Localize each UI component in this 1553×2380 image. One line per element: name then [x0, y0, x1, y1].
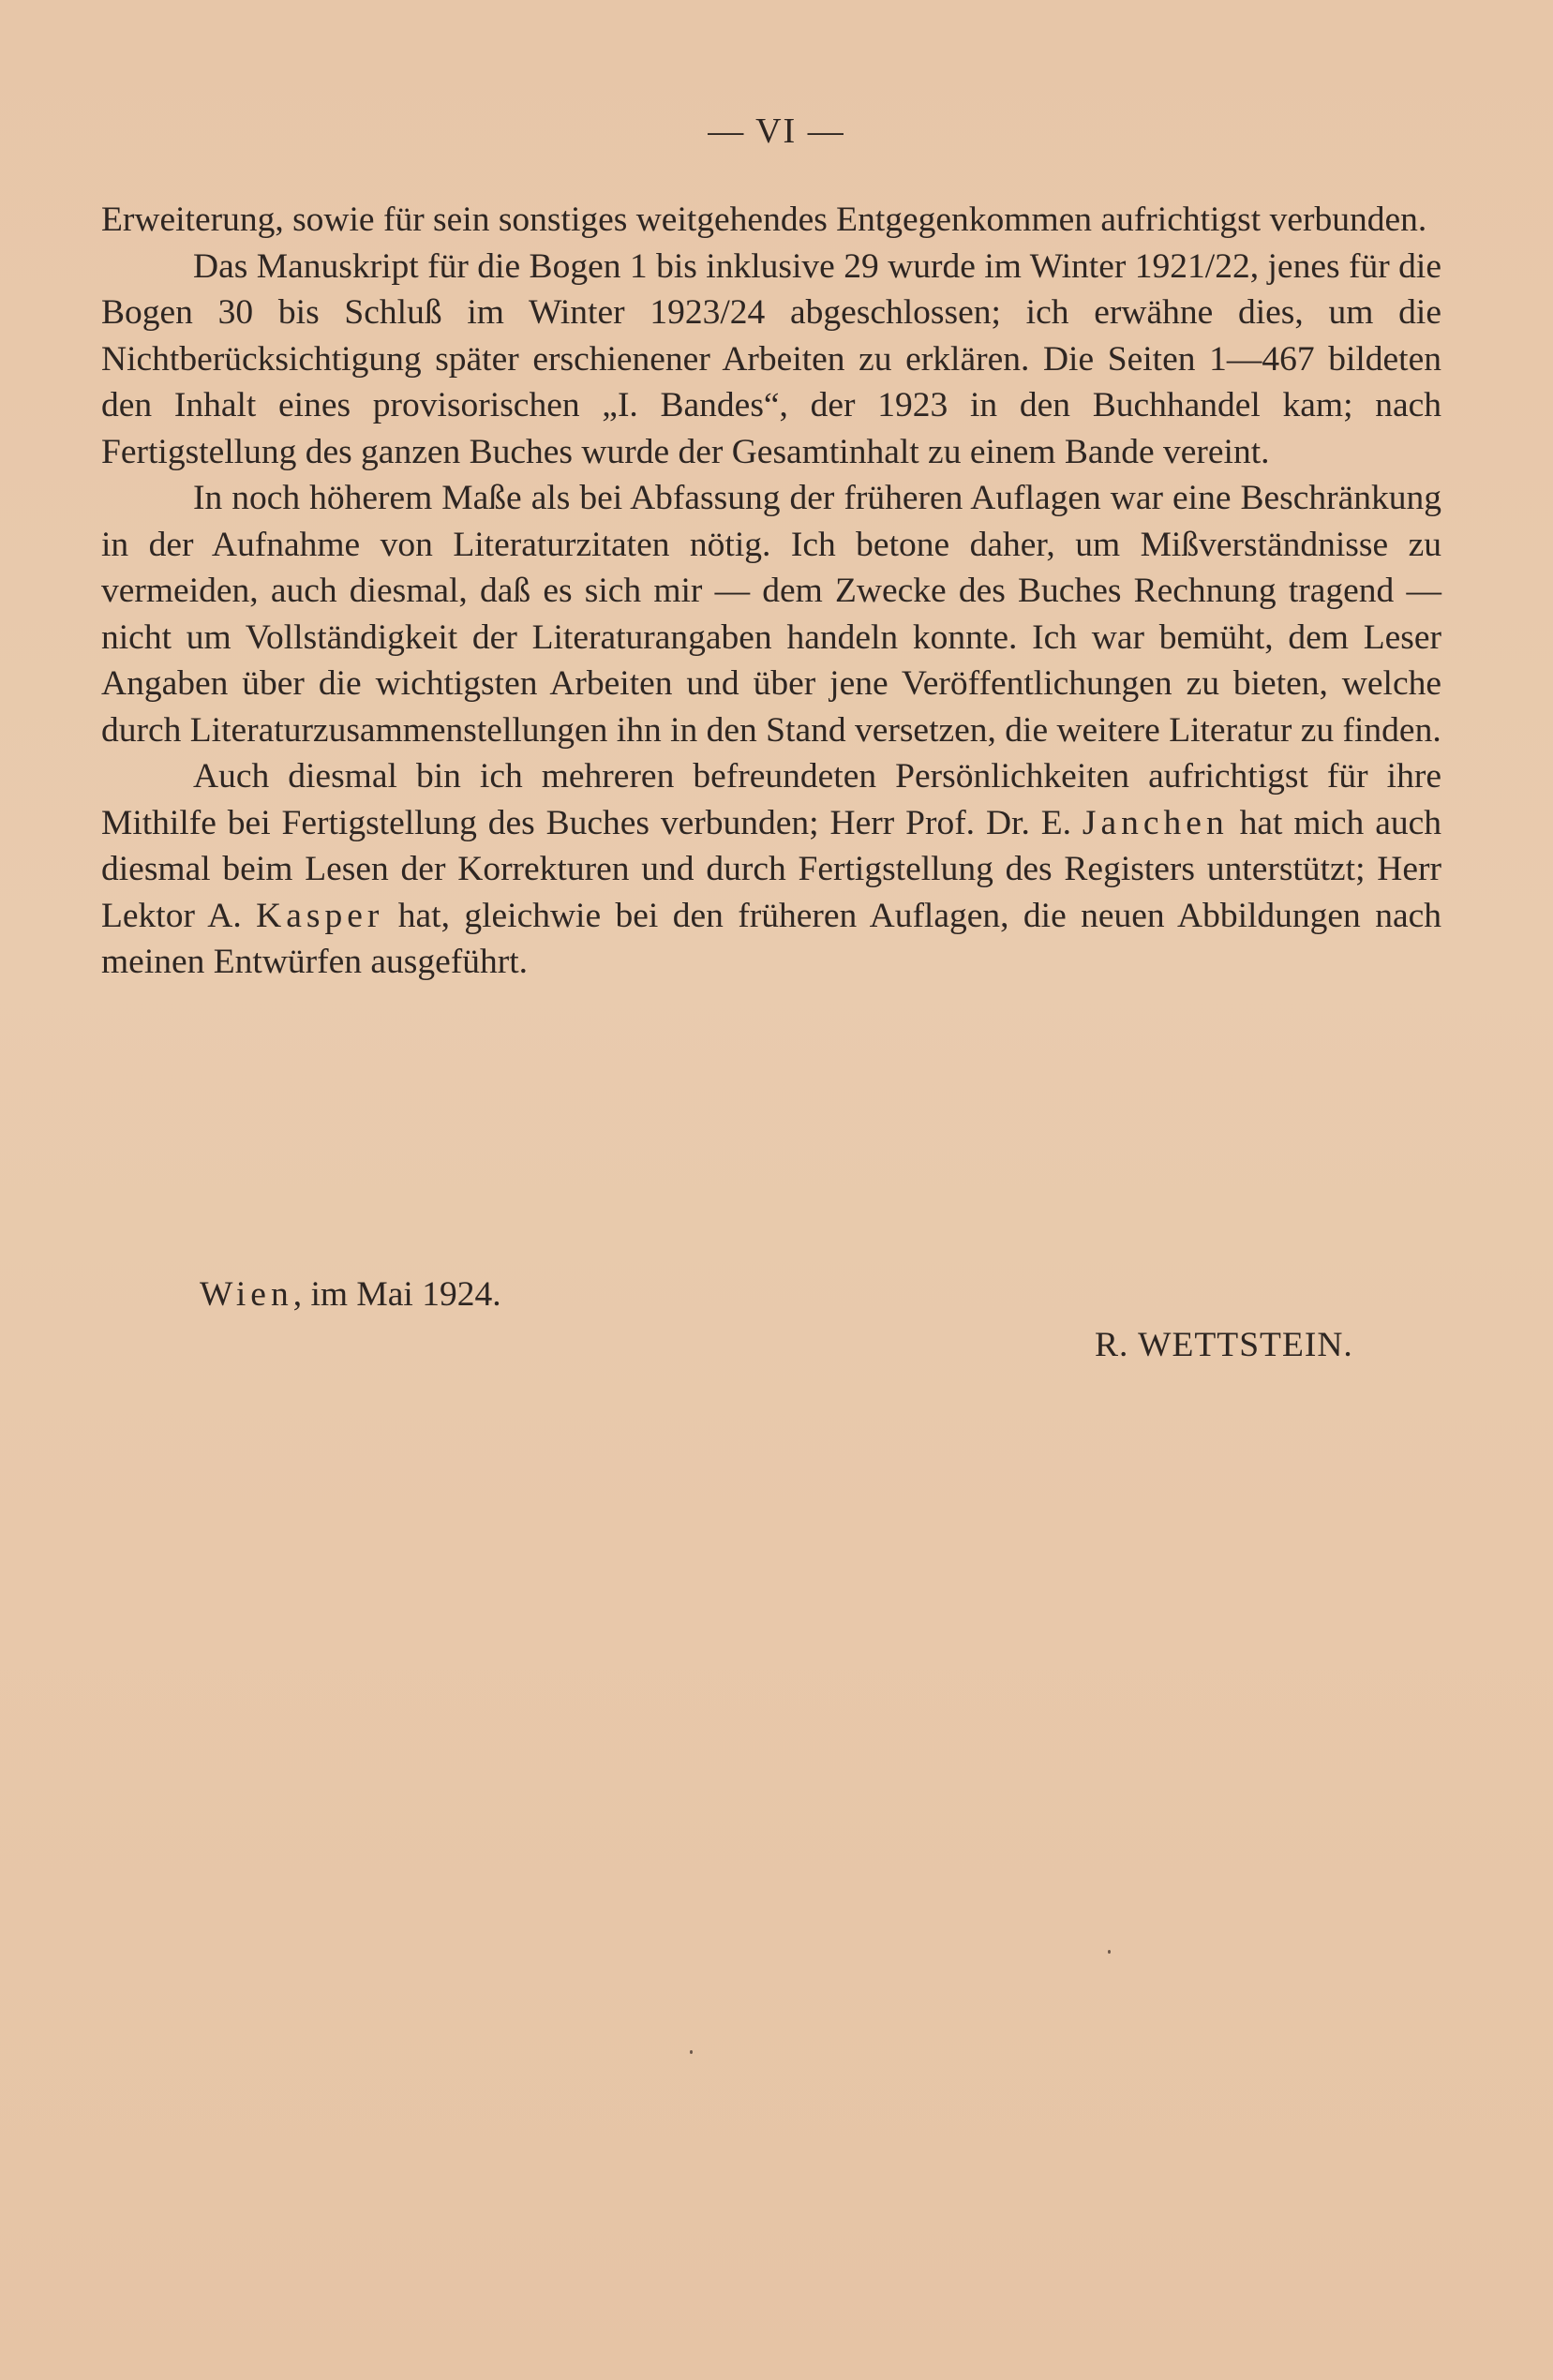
- place-date: [200, 1274, 501, 1315]
- paragraph-2: Das Manuskript für die Bogen 1 bis inklusive 29 wurde im Winter 1921/22, jenes für die Bogen 30 bis Schluß im Winter 1923/24 abgeschlossen; ich erwähne dies, um die Nichtberücksichtigung später erschienener Arbeiten zu erklären. Die Seiten 1—467 bildeten den Inhalt eines provisorischen „I. Bandes“, der 1923 in den Buchhandel kam; nach Fertigstellung des ganzen Buches wurde der Gesamtinhalt zu einem Bande vereint.: [101, 246, 1441, 471]
- paragraph-4-part-b: hat mich auch diesmal beim Lesen der Korrekturen und durch Fertigstellung des Registers unterstützt; Herr Lektor A.: [101, 803, 1441, 935]
- person-name-janchen: Janchen: [1082, 803, 1229, 842]
- paragraph-4: [101, 753, 1441, 986]
- body-text: [101, 197, 1441, 986]
- place-name: Wien: [200, 1275, 293, 1314]
- paragraph-1: Erweiterung, sowie für sein sonstiges weitgehendes Entgegenkommen aufrichtigst verbunden.: [101, 201, 1427, 239]
- person-name-kasper: Kasper: [256, 896, 384, 935]
- paper-speck: [1108, 1950, 1111, 1954]
- author-signature: R. WETTSTEIN.: [1095, 1326, 1353, 1364]
- page-number: — VI —: [708, 112, 845, 151]
- paragraph-4-part-c: hat, gleichwie bei den früheren Auflagen, die neuen Abbildungen nach meinen Entwürfen ausgeführt.: [101, 896, 1441, 981]
- paragraph-3: In noch höherem Maße als bei Abfassung der früheren Auflagen war eine Beschränkung in der Aufnahme von Literaturzitaten nötig. Ich betone daher, um Mißverständnisse zu vermeiden, auch diesmal, daß es sich mir — dem Zwecke des Buches Rechnung tragend — nicht um Vollständigkeit der Literaturangaben handeln konnte. Ich war bemüht, dem Leser Angaben über die wichtigsten Arbeiten und über jene Veröffentlichungen zu bieten, welche durch Literaturzusammenstellungen ihn in den Stand versetzen, die weitere Literatur zu finden.: [101, 479, 1441, 750]
- paragraph-4-part-a: Auch diesmal bin ich mehreren befreundeten Persönlichkeiten aufrichtigst für ihre Mithilfe bei Fertigstellung des Buches verbunden; Herr Prof. Dr. E.: [101, 757, 1441, 842]
- date-text: , im Mai 1924.: [292, 1275, 501, 1314]
- paper-speck: [690, 2050, 693, 2054]
